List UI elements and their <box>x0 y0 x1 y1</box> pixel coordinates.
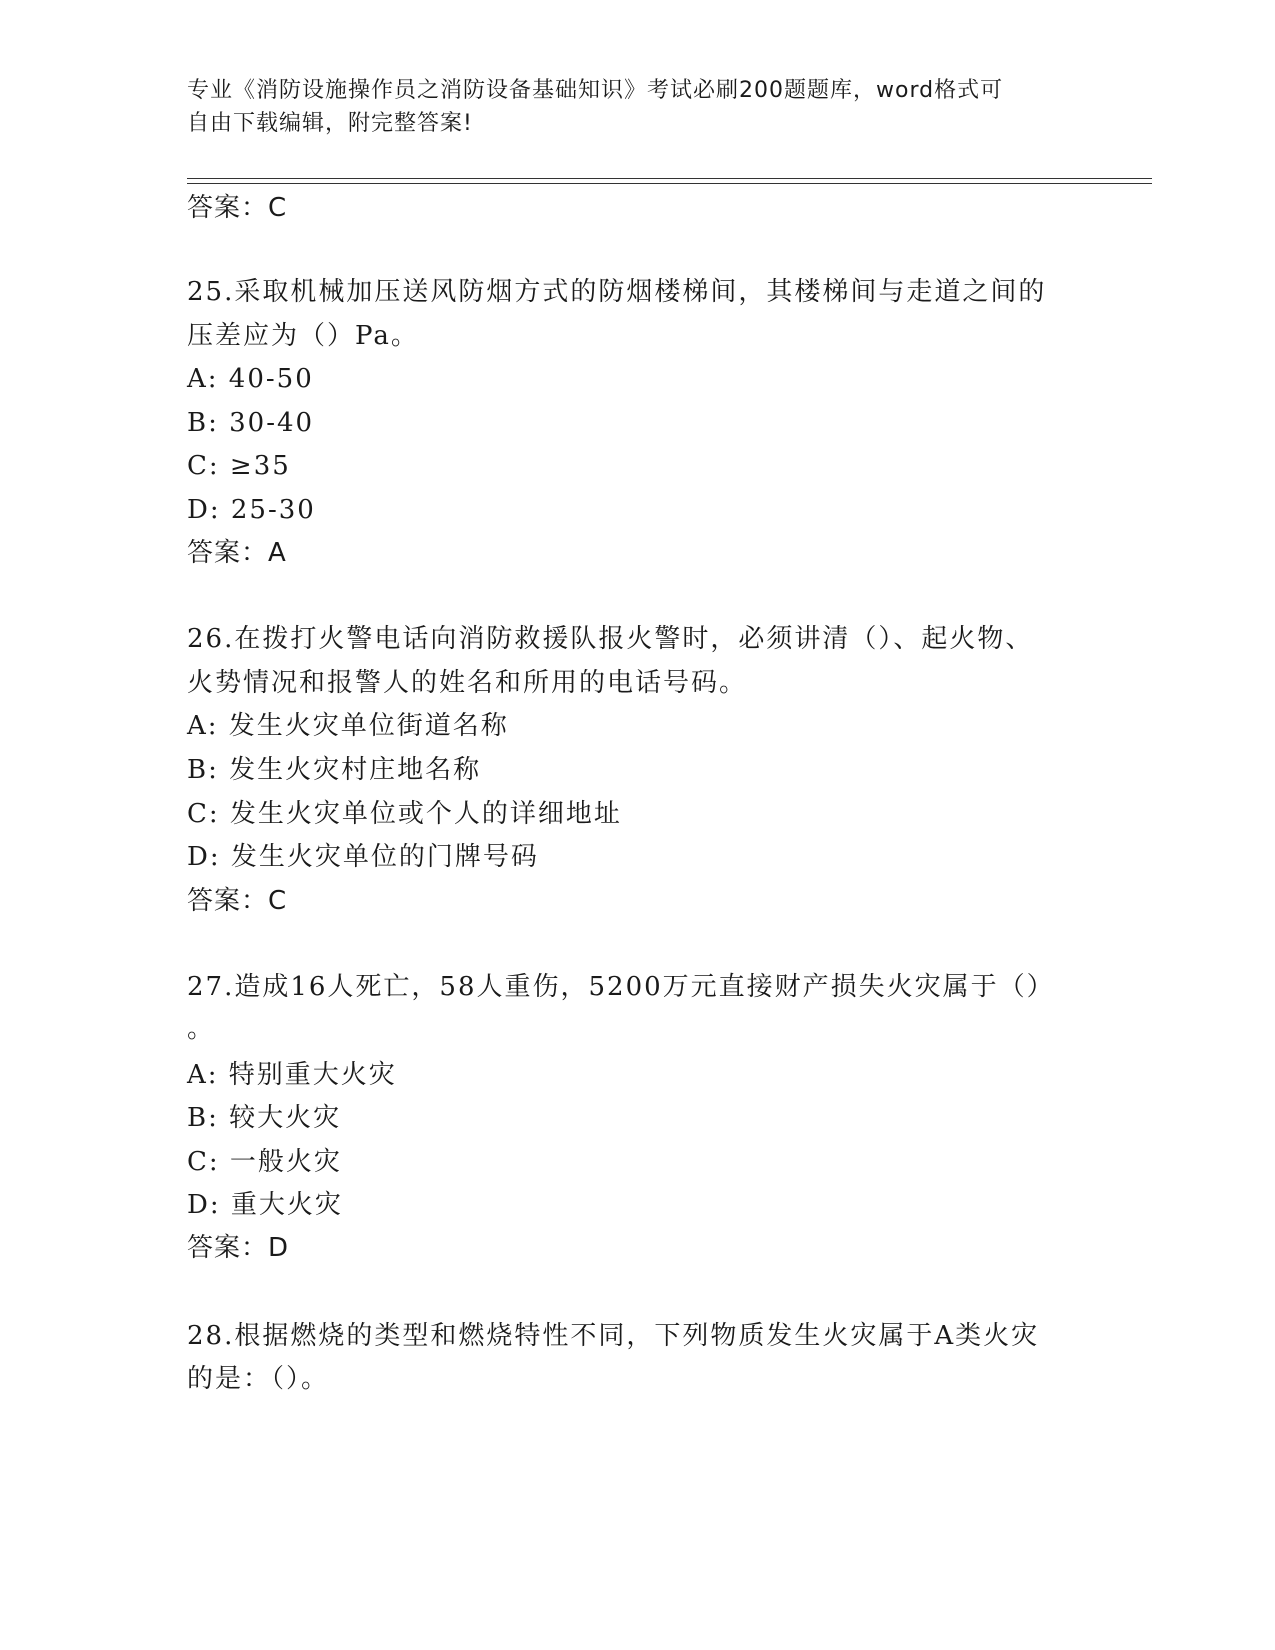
q26-option-d: D: 发生火灾单位的门牌号码 <box>187 842 539 872</box>
q27-answer: 答案：D <box>187 1233 290 1263</box>
q27-option-c: C: 一般火灾 <box>187 1147 342 1177</box>
q28-stem-line2: 的是：（）。 <box>187 1364 330 1394</box>
q25-stem-line1: 25.采取机械加压送风防烟方式的防烟楼梯间，其楼梯间与走道之间的 <box>187 277 1047 307</box>
q25-option-a: A: 40-50 <box>187 364 314 394</box>
header-line-2: 自由下载编辑，附完整答案! <box>187 111 473 136</box>
q26-option-b: B: 发生火灾村庄地名称 <box>187 755 482 785</box>
q27-stem-line1: 27.造成16人死亡，58人重伤，5200万元直接财产损失火灾属于（） <box>187 972 1055 1002</box>
q26-stem-line1: 26.在拨打火警电话向消防救援队报火警时，必须讲清（）、起火物、 <box>187 624 1034 654</box>
q26-option-a: A: 发生火灾单位街道名称 <box>187 711 509 741</box>
q28-stem-line1: 28.根据燃烧的类型和燃烧特性不同，下列物质发生火灾属于A类火灾 <box>187 1321 1040 1351</box>
q25-option-c: C: ≥35 <box>187 451 291 481</box>
q25-option-d: D: 25-30 <box>187 495 316 525</box>
q26-answer: 答案：C <box>187 886 288 916</box>
q26-stem-line2: 火势情况和报警人的姓名和所用的电话号码。 <box>187 668 748 698</box>
prev-answer: 答案：C <box>187 193 288 223</box>
q25-stem-line2: 压差应为（）Pa。 <box>187 321 419 351</box>
header-line-1: 专业《消防设施操作员之消防设备基础知识》考试必刷200题题库，word格式可 <box>187 78 1004 103</box>
q27-option-d: D: 重大火灾 <box>187 1190 343 1220</box>
header-rule-bottom <box>187 183 1152 184</box>
document-header <box>187 74 1087 140</box>
q27-option-b: B: 较大火灾 <box>187 1103 342 1133</box>
q27-stem-line2: 。 <box>187 1014 216 1044</box>
q26-option-c: C: 发生火灾单位或个人的详细地址 <box>187 799 622 829</box>
header-rule-top <box>187 178 1152 179</box>
q25-option-b: B: 30-40 <box>187 408 315 438</box>
q25-answer: 答案：A <box>187 538 287 568</box>
q27-option-a: A: 特别重大火灾 <box>187 1060 397 1090</box>
